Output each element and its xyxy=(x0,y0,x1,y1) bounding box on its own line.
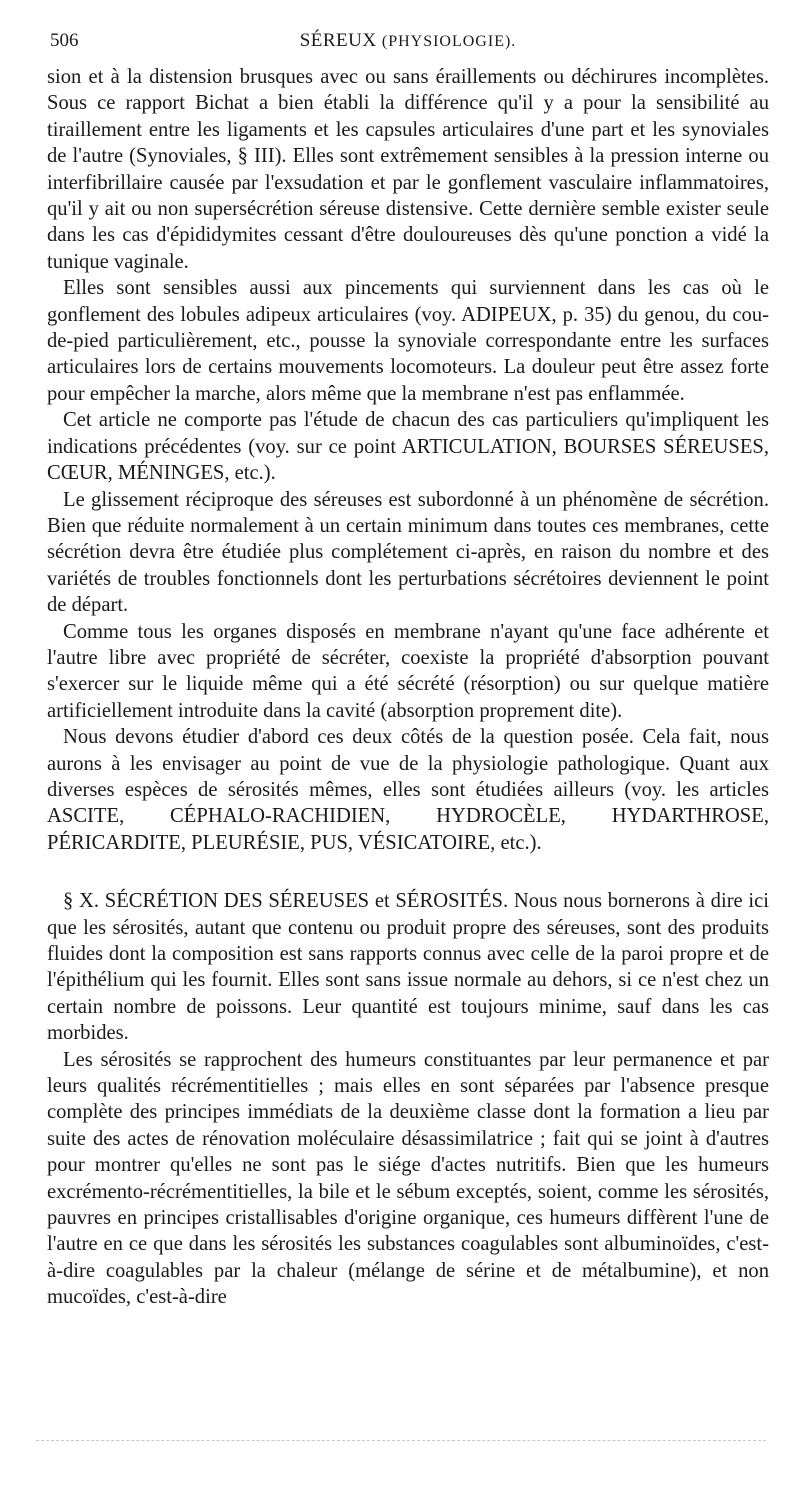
page-header xyxy=(50,30,766,54)
body-text xyxy=(47,64,769,1311)
footer-rule xyxy=(36,1440,766,1447)
running-title xyxy=(50,30,766,52)
page-number: 506 xyxy=(50,30,79,51)
paragraph-continuation: sion et à la distension brusques avec ou sans éraillements ou déchirures incomplètes. Sous ce rapport Bichat a bien établi la différence qu'il y a pour la sensibilité au tiraillement entre les ligaments et les capsules articulaires d'une part et les synoviales de l'autre (Synoviales, § III). Elles sont extrêmement sensibles à la pression interne ou interfibrillaire causée par l'exsudation et par le gonflement vasculaire inflammatoires, qu'il y ait ou non supersécrétion séreuse distensive. Cette dernière semble exister seule dans les cas d'épididymites cessant d'être douloureuses dès qu'une ponction a vidé la tunique vaginale. xyxy=(47,66,769,273)
paragraph-plan: Nous devons étudier d'abord ces deux côtés de la question posée. Cela fait, nous aurons à les envisager au point de vue de la physiologie pathologique. Quant aux diverses espèces de sérosités mêmes, elles sont étudiées ailleurs (voy. les articles ASCITE, CÉPHALO-RACHIDIEN, HYDROCÈLE, HYDARTHROSE, PÉRICARDITE, PLEURÉSIE, PUS, VÉSICATOIRE, etc.). xyxy=(47,726,769,854)
paragraph-glissement: Le glissement réciproque des séreuses est subordonné à un phénomène de sécrétion. Bien que réduite normalement à un certain minimum dans toutes ces membranes, cette sécrétion devra être étudiée plus complétement ci-après, en raison du nombre et des variétés de troubles fonctionnels dont les perturbations sécrétoires deviennent le point de départ. xyxy=(47,488,769,617)
paragraph-absorption: Comme tous les organes disposés en membrane n'ayant qu'une face adhérente et l'autre libre avec propriété de sécréter, coexiste la propriété d'absorption pouvant s'exercer sur le liquide même qui a été sécrété (résorption) ou sur quelque matière artificiellement introduite dans la cavité (absorption proprement dite). xyxy=(47,620,769,722)
section-x-heading-paragraph: § X. SÉCRÉTION DES SÉREUSES et SÉROSITÉS. Nous nous bornerons à dire ici que les sérosités, autant que contenu ou produit propre des séreuses, sont des produits fluides dont la composition est sans rapports connus avec celle de la paroi propre et de l'épithélium qui les fournit. Elles sont sans issue normale au dehors, si ce n'est chez un certain nombre de poissons. Leur quantité est toujours minime, sauf dans les cas morbides. xyxy=(47,890,769,1045)
running-title-main: SÉREUX xyxy=(299,30,377,51)
paragraph-pincements: Elles sont sensibles aussi aux pincements qui surviennent dans les cas où le gonflement des lobules adipeux articulaires (voy. ADIPEUX, p. 35) du genou, du cou-de-pied particulièrement, etc., pousse la synoviale correspondante entre les surfaces articulaires lors de certains mouvements locomoteurs. La douleur peut être assez forte pour empêcher la marche, alors même que la membrane n'est pas enflammée. xyxy=(47,277,769,405)
running-title-subtitle: (PHYSIOLOGIE). xyxy=(381,33,517,50)
paragraph-article-scope: Cet article ne comporte pas l'étude de chacun des cas particuliers qu'impliquent les indications précédentes (voy. sur ce point ARTICULATION, BOURSES SÉREUSES, CŒUR, MÉNINGES, etc.). xyxy=(47,409,769,485)
paragraph-serosites: Les sérosités se rapprochent des humeurs constituantes par leur permanence et par leurs qualités récrémentitielles ; mais elles en sont séparées par l'absence presque complète des principes immédiats de la deuxième classe dont la formation a lieu par suite des actes de rénovation moléculaire désassimilatrice ; fait qui se joint à d'autres pour montrer qu'elles ne sont pas le siége d'actes nutritifs. Bien que les humeurs excrémento-récrémentitielles, la bile et le sébum exceptés, soient, comme les sérosités, pauvres en principes cristallisables d'origine organique, ces humeurs diffèrent l'une de l'autre en ce que dans les sérosités les substances coagulables sont albuminoïdes, c'est-à-dire coagulables par la chaleur (mélange de sérine et de métalbumine), et non mucoïdes, c'est-à-dire xyxy=(47,1048,769,1309)
